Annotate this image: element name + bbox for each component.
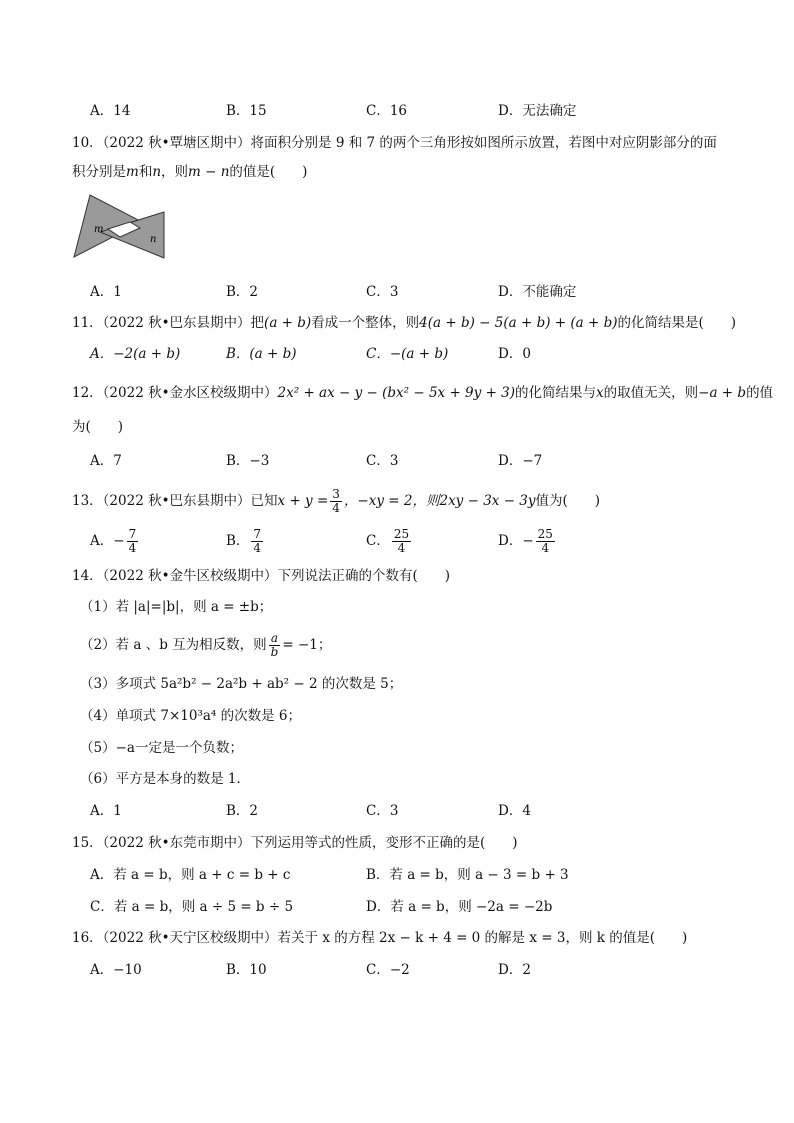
q15-option-c: C．若 a = b，则 a ÷ 5 = b ÷ 5: [90, 899, 294, 915]
q13-stem: 13．（2022 秋•巴东县期中）已知x + y = $\frac{3}{4}$ ，−xy = 2，则2xy − 3x − 3y值为( ): [72, 487, 601, 515]
q13-option-b: B． $\frac{7}{4}$: [226, 527, 262, 555]
q9-option-c: C．16: [366, 103, 408, 119]
q16-stem: 16．（2022 秋•天宁区校级期中）若关于 x 的方程 2x − k + 4 = 0 的解是 x = 3，则 k 的值是( ): [72, 930, 688, 946]
q11-stem: 11．（2022 秋•巴东县期中）把(a + b)看成一个整体，则4(a + b) − 5(a + b) + (a + b)的化简结果是( ): [72, 315, 737, 331]
q9-option-b: B．15: [226, 103, 267, 119]
q13-option-a: A．− $\frac{7}{4}$: [90, 527, 137, 555]
q11-option-b: B．(a + b): [226, 346, 297, 362]
q14-option-b: B．2: [226, 803, 259, 819]
q13-fraction: $\frac{3}{4}$: [332, 487, 340, 515]
q10-stem-line1: 10．（2022 秋•覃塘区期中）将面积分别是 9 和 7 的两个三角形按如图所示放置，若图中对应阴影部分的面: [72, 135, 717, 151]
q14-statement-1: （1）若 |a|=|b|，则 a = ±b；: [80, 599, 273, 615]
q10-option-b: B．2: [226, 284, 259, 300]
fig-label-n: n: [150, 234, 157, 245]
q10-option-a: A．1: [90, 284, 122, 300]
fig-label-m: m: [94, 224, 104, 235]
q10-stem-line2: 积分别是m和n，则m − n的值是( ): [72, 164, 308, 180]
q14-statement-3: （3）多项式 5a²b² − 2a²b + ab² − 2 的次数是 5；: [80, 676, 403, 692]
q12-option-c: C．3: [366, 453, 399, 469]
q16-option-b: B．10: [226, 962, 267, 978]
q13-option-c: C． $\frac{25}{4}$: [366, 527, 410, 555]
q15-stem: 15．（2022 秋•东莞市期中）下列运用等式的性质，变形不正确的是( ): [72, 835, 518, 851]
q9-option-d: D．无法确定: [498, 103, 577, 119]
q15-option-a: A．若 a = b，则 a + c = b + c: [90, 867, 291, 883]
q16-option-c: C．−2: [366, 962, 410, 978]
q15-option-d: D．若 a = b，则 −2a = −2b: [366, 899, 553, 915]
q12-option-b: B．−3: [226, 453, 270, 469]
q12-stem-line2: 为( ): [72, 419, 124, 435]
q16-option-d: D．2: [498, 962, 531, 978]
q15-option-b: B．若 a = b，则 a − 3 = b + 3: [366, 867, 569, 883]
q11-option-d: D．0: [498, 346, 531, 362]
q14-statement-6: （6）平方是本身的数是 1．: [80, 771, 250, 787]
q10-option-c: C．3: [366, 284, 399, 300]
q14-option-a: A．1: [90, 803, 122, 819]
q14-option-d: D．4: [498, 803, 531, 819]
q14-option-c: C．3: [366, 803, 399, 819]
q12-option-a: A．7: [90, 453, 122, 469]
q12-option-d: D．−7: [498, 453, 543, 469]
q14-statement-5: （5）−a一定是一个负数；: [80, 740, 243, 756]
q14-stem: 14．（2022 秋•金牛区校级期中）下列说法正确的个数有( ): [72, 568, 451, 584]
q10-option-d: D．不能确定: [498, 284, 577, 300]
q11-option-a: A．−2(a + b): [90, 346, 181, 362]
q14-statement-2: （2）若 a 、b 互为相反数，则 $\frac{a}{b}$ = −1；: [80, 631, 332, 659]
q13-option-d: D．− $\frac{25}{4}$: [498, 527, 553, 555]
q16-option-a: A．−10: [90, 962, 142, 978]
two-triangles-figure: [70, 192, 170, 262]
q12-stem-line1: 12．（2022 秋•金水区校级期中）2x² + ax − y − (bx² − 5x + 9y + 3)的化简结果与x的取值无关，则−a + b的值: [72, 385, 774, 401]
q14-statement-4: （4）单项式 7×10³a⁴ 的次数是 6；: [80, 708, 302, 724]
q11-option-c: C．−(a + b): [366, 346, 449, 362]
q9-option-a: A．14: [90, 103, 131, 119]
